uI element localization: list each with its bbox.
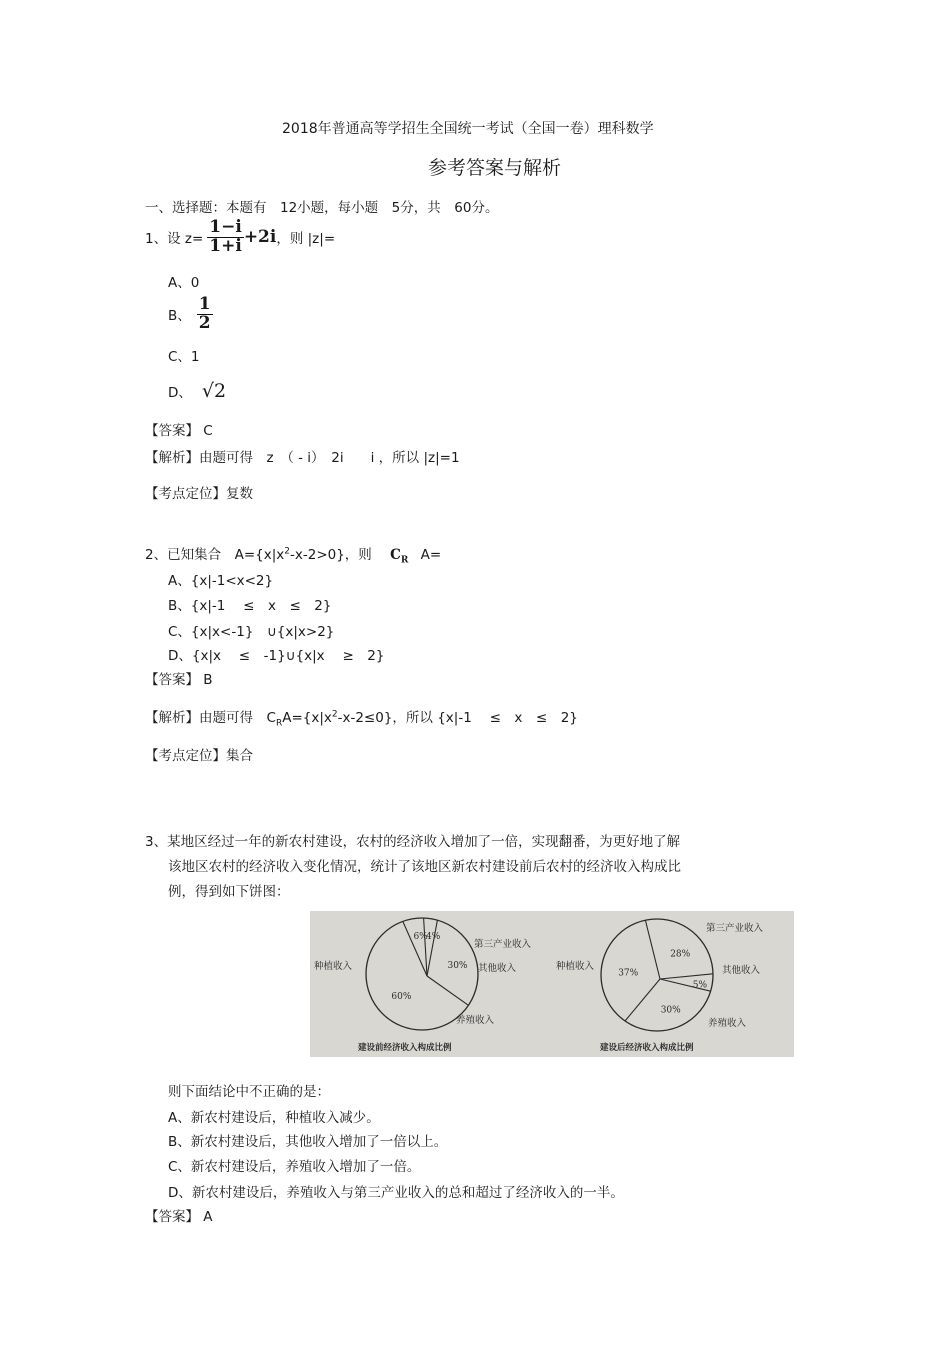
q2-stem-sup: 2 <box>284 546 290 557</box>
q2-analysis <box>145 706 578 729</box>
q2-analysis-sup: 2 <box>331 709 338 720</box>
q3-stem-line3: 例，得到如下饼图： <box>168 884 290 900</box>
q1-fraction <box>207 219 244 256</box>
pie-value-label-1-2: 5% <box>692 980 708 991</box>
q3-option-c: C、新农村建设后，养殖收入增加了一倍。 <box>168 1159 421 1175</box>
q2-complement-symbol <box>390 547 409 566</box>
q1-frac-tail: +2i <box>243 227 277 248</box>
q1-suffix: ，则 |z|= <box>276 231 336 248</box>
q3-option-a: A、新农村建设后，种植收入减少。 <box>168 1110 380 1126</box>
pie-value-label-1-1: 28% <box>670 949 691 960</box>
q3-question: 则下面结论中不正确的是： <box>168 1084 330 1100</box>
pie-category-label-1-1: 第三产业收入 <box>706 923 764 934</box>
q1-option-b-den: 2 <box>198 312 211 333</box>
pie-category-label-0-3: 养殖收入 <box>456 1015 495 1026</box>
q2-analysis-sub: R <box>275 718 283 729</box>
pie-title-1: 建设后经济收入构成比例 <box>600 1043 694 1053</box>
pie-value-label-0-0: 60% <box>391 992 412 1002</box>
q2-option-b: B、{x|-1 ≤ x ≤ 2} <box>168 598 332 614</box>
page-subtitle: 参考答案与解析 <box>428 157 562 179</box>
q1-option-c: C、1 <box>168 349 200 365</box>
pie-title-0: 建设前经济收入构成比例 <box>358 1043 452 1053</box>
q1-option-d <box>168 380 226 402</box>
q1-option-d-label: D、 <box>168 385 192 401</box>
q1-frac-num: 1−i <box>209 217 242 237</box>
q2-analysis-c: -x-2≤0}，所以 {x|-1 ≤ x ≤ 2} <box>337 710 578 726</box>
q2-stem-d: A= <box>420 547 442 563</box>
q2-option-c: C、{x|x<-1} ∪{x|x>2} <box>168 624 335 640</box>
q2-option-d: D、{x|x ≤ -1}∪{x|x ≥ 2} <box>168 648 385 664</box>
pie-category-label-0-2: 其他收入 <box>478 963 517 974</box>
pie-slice-0-1 <box>403 921 427 976</box>
pie-slice-1-0 <box>625 979 660 1021</box>
pie-slice-1-2 <box>660 974 713 979</box>
exam-title: 2018年普通高等学招生全国统一考试（全国一卷）理科数学 <box>282 121 654 137</box>
q1-option-a: A、0 <box>168 275 200 291</box>
q2-analysis-a: 【解析】由题可得 C <box>145 710 276 726</box>
q1-answer: 【答案】 C <box>145 423 213 439</box>
q2-complement-sub: R <box>400 555 409 566</box>
pie-value-label-1-0: 37% <box>618 968 639 979</box>
q2-answer: 【答案】 B <box>145 672 213 688</box>
pie-category-label-1-3: 养殖收入 <box>708 1018 747 1029</box>
q2-stem <box>145 543 441 566</box>
q2-analysis-b: A={x|x <box>282 710 332 726</box>
pie-category-label-1-2: 其他收入 <box>722 965 761 976</box>
q2-stem-a: 2、已知集合 A={x|x <box>145 547 285 563</box>
pie-category-label-0-0: 种植收入 <box>314 961 353 972</box>
q1-topic: 【考点定位】复数 <box>145 486 253 502</box>
q3-stem-line2: 该地区农村的经济收入变化情况，统计了该地区新农村建设前后农村的经济收入构成比 <box>168 859 681 875</box>
pie-slice-0-3 <box>427 920 437 976</box>
q2-complement-c: C <box>390 547 401 563</box>
q1-option-b <box>168 296 213 333</box>
pie-category-label-1-0: 种植收入 <box>556 961 595 972</box>
pie-value-label-0-2: 4% <box>426 932 441 943</box>
q1-option-b-label: B、 <box>168 308 191 325</box>
pie-charts-svg <box>310 911 794 1057</box>
q1-stem <box>145 219 335 256</box>
pie-slice-0-2 <box>424 918 427 976</box>
q3-option-d: D、新农村建设后，养殖收入与第三产业收入的总和超过了经济收入的一半。 <box>168 1185 624 1201</box>
q3-option-b: B、新农村建设后，其他收入增加了一倍以上。 <box>168 1134 448 1150</box>
section-heading: 一、选择题：本题有 12小题，每小题 5分，共 60分。 <box>145 200 499 216</box>
pie-slice-1-1 <box>645 920 660 979</box>
q2-option-a: A、{x|-1<x<2} <box>168 573 274 589</box>
q1-option-d-value: √2 <box>201 380 227 402</box>
q1-option-b-fraction <box>197 296 213 333</box>
pie-value-label-0-1: 6% <box>413 932 428 943</box>
q3-stem-line1: 3、某地区经过一年的新农村建设，农村的经济收入增加了一倍，实现翻番，为更好地了解 <box>145 834 681 850</box>
q1-option-b-num: 1 <box>198 294 211 314</box>
pie-charts-figure <box>310 911 794 1057</box>
q1-frac-den: 1+i <box>209 235 242 256</box>
pie-slice-0-0 <box>427 976 468 1005</box>
pie-value-label-0-3: 30% <box>447 960 468 971</box>
q1-analysis: 【解析】由题可得 z （ - i） 2i i ，所以 |z|=1 <box>145 450 460 466</box>
q2-stem-b: -x-2>0}，则 <box>290 547 372 563</box>
q2-topic: 【考点定位】集合 <box>145 748 253 764</box>
pie-category-label-0-1: 第三产业收入 <box>474 939 532 950</box>
q1-prefix: 1、设 z= <box>145 231 204 248</box>
q3-answer: 【答案】 A <box>145 1209 213 1225</box>
pie-value-label-1-3: 30% <box>660 1005 681 1016</box>
